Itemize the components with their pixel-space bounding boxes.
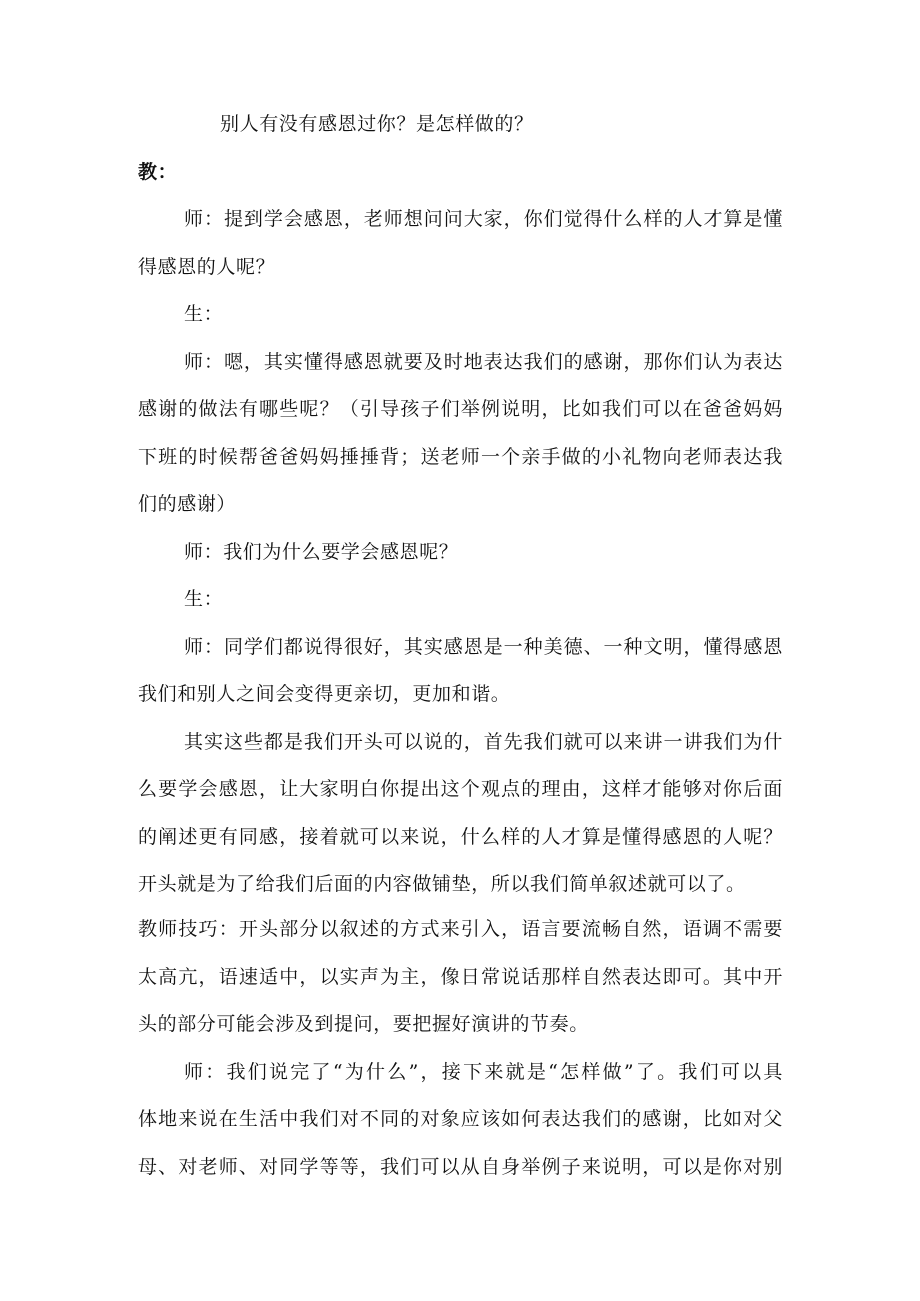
paragraph-line: 的阐述更有同感，接着就可以来说，什么样的人才算是懂得感恩的人呢？: [138, 826, 783, 848]
paragraph-line: 师：嗯，其实懂得感恩就要及时地表达我们的感谢，那你们认为表达: [184, 351, 783, 373]
paragraph-line: 师：我们为什么要学会感恩呢？: [184, 541, 459, 563]
student-response-label: 生：: [184, 303, 224, 325]
paragraph-line: 我们和别人之间会变得更亲切，更加和谐。: [138, 683, 511, 705]
teacher-tip-line: 太高亢，语速适中，以实声为主，像日常说话那样自然表达即可。其中开: [138, 966, 783, 988]
paragraph-line: 师：我们说完了“为什么”，接下来就是“怎样做”了。我们可以具: [184, 1061, 783, 1083]
teacher-tip-line: 教师技巧：开头部分以叙述的方式来引入，语言要流畅自然，语调不需要: [138, 918, 783, 940]
section-heading-teach: 教：: [138, 161, 178, 183]
paragraph-line: 师：提到学会感恩，老师想问问大家，你们觉得什么样的人才算是懂: [184, 208, 783, 230]
teacher-tip-line: 头的部分可能会涉及到提问，要把握好演讲的节奏。: [138, 1013, 589, 1035]
paragraph-line: 们的感谢）: [138, 493, 237, 515]
paragraph-line: 其实这些都是我们开头可以说的，首先我们就可以来讲一讲我们为什: [184, 731, 783, 753]
paragraph-line: 下班的时候帮爸爸妈妈捶捶背；送老师一个亲手做的小礼物向老师表达我: [138, 446, 783, 468]
paragraph-line: 母、对老师、对同学等等，我们可以从自身举例子来说明，可以是你对别: [138, 1156, 783, 1178]
intro-question-line: 别人有没有感恩过你？是怎样做的？: [220, 113, 534, 135]
student-response-label: 生：: [184, 588, 224, 610]
paragraph-line: 得感恩的人呢？: [138, 256, 276, 278]
paragraph-line: 么要学会感恩，让大家明白你提出这个观点的理由，这样才能够对你后面: [138, 778, 783, 800]
paragraph-line: 感谢的做法有哪些呢？（引导孩子们举例说明，比如我们可以在爸爸妈妈: [138, 398, 783, 420]
paragraph-line: 开头就是为了给我们后面的内容做铺垫，所以我们简单叙述就可以了。: [138, 873, 746, 895]
paragraph-line: 师：同学们都说得很好，其实感恩是一种美德、一种文明，懂得感恩: [184, 636, 783, 658]
paragraph-line: 体地来说在生活中我们对不同的对象应该如何表达我们的感谢，比如对父: [138, 1108, 783, 1130]
